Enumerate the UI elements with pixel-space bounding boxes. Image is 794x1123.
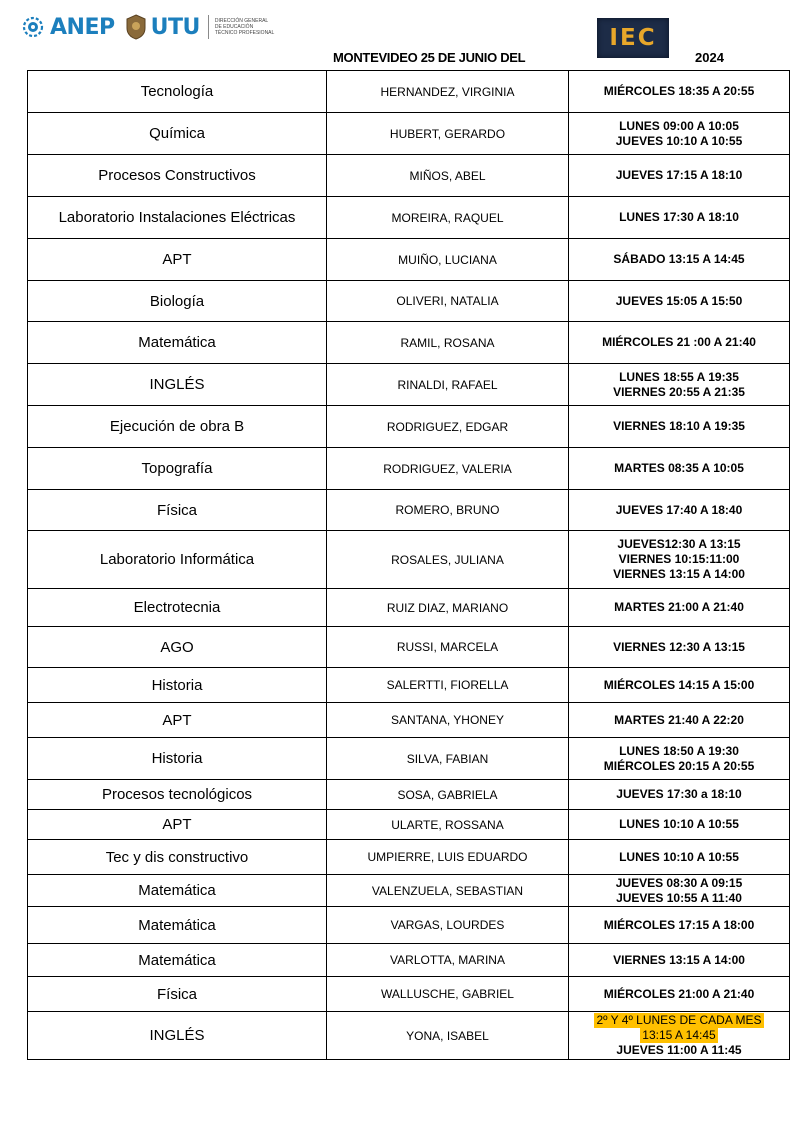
teacher-cell: MIÑOS, ABEL [326, 155, 568, 196]
teacher-cell: ROMERO, BRUNO [326, 490, 568, 530]
subject-cell: Matemática [27, 907, 326, 943]
schedule-cell [568, 448, 790, 489]
anep-utu-logo [22, 12, 274, 42]
table-row [27, 531, 790, 589]
schedule-line: LUNES 18:55 A 19:35 [619, 369, 739, 384]
schedule-line: JUEVES 10:55 A 11:40 [616, 890, 742, 905]
subject-cell: Laboratorio Informática [27, 531, 326, 588]
teacher-cell: SANTANA, YHONEY [326, 703, 568, 737]
schedule-line: JUEVES 10:10 A 10:55 [615, 133, 743, 148]
date-line: MONTEVIDEO 25 DE JUNIO DEL [333, 50, 526, 65]
schedule-cell [568, 71, 790, 112]
teacher-cell: UMPIERRE, LUIS EDUARDO [326, 840, 568, 874]
subject-cell: Laboratorio Instalaciones Eléctricas [27, 197, 326, 238]
teacher-cell: VARGAS, LOURDES [326, 907, 568, 943]
year: 2024 [695, 50, 724, 65]
subject-cell: Historia [27, 738, 326, 779]
table-row [27, 490, 790, 531]
schedule-line: 13:15 A 14:45 [642, 1028, 716, 1042]
subject-cell: Matemática [27, 322, 326, 363]
schedule-line: MARTES 08:35 A 10:05 [614, 461, 744, 475]
table-row [27, 281, 790, 322]
schedule-cell [568, 531, 790, 588]
table-row [27, 448, 790, 490]
teacher-cell: RUIZ DIAZ, MARIANO [326, 589, 568, 626]
page-header [0, 0, 794, 68]
schedule-line: MIÉRCOLES 21:00 A 21:40 [603, 986, 755, 1001]
table-row [27, 155, 790, 197]
schedule-cell [568, 875, 790, 906]
table-row [27, 406, 790, 448]
subject-cell: AGO [27, 627, 326, 667]
table-row [27, 738, 790, 780]
teacher-cell: HERNANDEZ, VIRGINIA [326, 71, 568, 112]
subject-cell: Topografía [27, 448, 326, 489]
subject-cell: Matemática [27, 875, 326, 906]
teacher-cell: MUIÑO, LUCIANA [326, 239, 568, 280]
table-row [27, 364, 790, 406]
schedule-line: LUNES 10:10 A 10:55 [619, 817, 739, 831]
schedule-cell [568, 780, 790, 809]
schedule-cell [568, 364, 790, 405]
table-row [27, 840, 790, 875]
schedule-line: VIERNES 13:15 A 14:00 [613, 567, 745, 581]
logo-divider [208, 15, 209, 39]
table-row [27, 703, 790, 738]
schedule-cell [568, 155, 790, 196]
teacher-cell: SILVA, FABIAN [326, 738, 568, 779]
table-row [27, 1012, 790, 1060]
schedule-line: JUEVES 15:05 A 15:50 [615, 293, 743, 308]
schedule-line: VIERNES 20:55 A 21:35 [613, 384, 745, 399]
schedule-line: MIÉRCOLES 20:15 A 20:55 [603, 758, 755, 773]
teacher-cell: MOREIRA, RAQUEL [326, 197, 568, 238]
subject-cell: Procesos tecnológicos [27, 780, 326, 809]
schedule-line: VIERNES 12:30 A 13:15 [613, 639, 745, 654]
subject-cell: Física [27, 977, 326, 1011]
schedule-cell [568, 668, 790, 702]
schedule-cell [568, 1012, 790, 1059]
schedule-cell [568, 239, 790, 280]
utu-emblem-icon [125, 14, 147, 40]
schedule-cell [568, 907, 790, 943]
subject-cell: APT [27, 239, 326, 280]
teacher-cell: RAMIL, ROSANA [326, 322, 568, 363]
schedule-line: VIERNES 18:10 A 19:35 [613, 419, 745, 433]
schedule-line: JUEVES 17:40 A 18:40 [615, 502, 743, 517]
schedule-line: MIÉRCOLES 14:15 A 15:00 [603, 677, 755, 692]
teacher-cell: RODRIGUEZ, VALERIA [326, 448, 568, 489]
teacher-cell: YONA, ISABEL [326, 1012, 568, 1059]
teacher-cell: SOSA, GABRIELA [326, 780, 568, 809]
teacher-cell: VALENZUELA, SEBASTIAN [326, 875, 568, 906]
teacher-cell: VARLOTTA, MARINA [326, 944, 568, 976]
schedule-cell [568, 113, 790, 154]
table-row [27, 239, 790, 281]
schedule-line: MARTES 21:40 A 22:20 [614, 712, 744, 727]
schedule-cell [568, 840, 790, 874]
schedule-cell [568, 944, 790, 976]
subject-cell: Historia [27, 668, 326, 702]
schedule-cell [568, 703, 790, 737]
schedule-table [27, 70, 790, 1060]
schedule-line: VIERNES 13:15 A 14:00 [613, 952, 745, 967]
schedule-cell [568, 738, 790, 779]
table-row [27, 907, 790, 944]
subject-cell: Ejecución de obra B [27, 406, 326, 447]
schedule-cell [568, 281, 790, 321]
direccion-general-text [215, 18, 274, 36]
schedule-cell [568, 322, 790, 363]
schedule-cell [568, 490, 790, 530]
schedule-line: VIERNES 10:15:11:00 [618, 552, 740, 566]
teacher-cell: SALERTTI, FIORELLA [326, 668, 568, 702]
schedule-cell [568, 977, 790, 1011]
direccion-line: DE EDUCACIÓN [214, 24, 254, 30]
schedule-line: LUNES 17:30 A 18:10 [619, 210, 739, 224]
teacher-cell: OLIVERI, NATALIA [326, 281, 568, 321]
schedule-line: MIÉRCOLES 17:15 A 18:00 [603, 917, 755, 932]
table-row [27, 589, 790, 627]
teacher-cell: ROSALES, JULIANA [326, 531, 568, 588]
subject-cell: Matemática [27, 944, 326, 976]
table-row [27, 810, 790, 840]
table-row [27, 944, 790, 977]
teacher-cell: RODRIGUEZ, EDGAR [326, 406, 568, 447]
table-row [27, 71, 790, 113]
schedule-line: LUNES 09:00 A 10:05 [619, 118, 739, 133]
subject-cell: Tec y dis constructivo [27, 840, 326, 874]
anep-logo-text: ANEP [50, 14, 115, 40]
iec-logo-text: IEC [609, 25, 657, 51]
teacher-cell: HUBERT, GERARDO [326, 113, 568, 154]
subject-cell: INGLÉS [27, 364, 326, 405]
table-row [27, 875, 790, 907]
schedule-cell [568, 810, 790, 839]
schedule-line: SÁBADO 13:15 A 14:45 [613, 252, 745, 266]
teacher-cell: WALLUSCHE, GABRIEL [326, 977, 568, 1011]
iec-logo [597, 18, 669, 58]
table-row [27, 322, 790, 364]
table-row [27, 627, 790, 668]
schedule-cell [568, 627, 790, 667]
direccion-line: TÉCNICO PROFESIONAL [214, 30, 275, 36]
table-row [27, 113, 790, 155]
schedule-line: LUNES 18:50 A 19:30 [619, 743, 739, 758]
schedule-line: LUNES 10:10 A 10:55 [619, 849, 739, 864]
subject-cell: Tecnología [27, 71, 326, 112]
schedule-line: JUEVES12:30 A 13:15 [617, 537, 741, 551]
subject-cell: Física [27, 490, 326, 530]
subject-cell: Procesos Constructivos [27, 155, 326, 196]
schedule-line: JUEVES 11:00 A 11:45 [616, 1043, 742, 1057]
table-row [27, 197, 790, 239]
teacher-cell: RINALDI, RAFAEL [326, 364, 568, 405]
schedule-line: MARTES 21:00 A 21:40 [614, 600, 744, 614]
schedule-cell [568, 589, 790, 626]
anep-emblem-icon [22, 15, 44, 39]
schedule-line: MIÉRCOLES 21 :00 A 21:40 [602, 335, 756, 349]
subject-cell: Biología [27, 281, 326, 321]
table-row [27, 977, 790, 1012]
schedule-line: JUEVES 08:30 A 09:15 [615, 875, 743, 890]
schedule-line: 2º Y 4º LUNES DE CADA MES [596, 1013, 762, 1027]
subject-cell: Electrotecnia [27, 589, 326, 626]
schedule-cell [568, 197, 790, 238]
schedule-line: JUEVES 17:30 a 18:10 [616, 787, 742, 801]
schedule-cell [568, 406, 790, 447]
schedule-line: JUEVES 17:15 A 18:10 [615, 168, 743, 182]
utu-logo-text: UTU [150, 14, 200, 40]
teacher-cell: RUSSI, MARCELA [326, 627, 568, 667]
subject-cell: APT [27, 703, 326, 737]
direccion-line: DIRECCIÓN GENERAL [214, 18, 269, 24]
schedule-line: MIÉRCOLES 18:35 A 20:55 [603, 84, 755, 98]
table-row [27, 780, 790, 810]
subject-cell: APT [27, 810, 326, 839]
subject-cell: Química [27, 113, 326, 154]
table-row [27, 668, 790, 703]
subject-cell: INGLÉS [27, 1012, 326, 1059]
teacher-cell: ULARTE, ROSSANA [326, 810, 568, 839]
